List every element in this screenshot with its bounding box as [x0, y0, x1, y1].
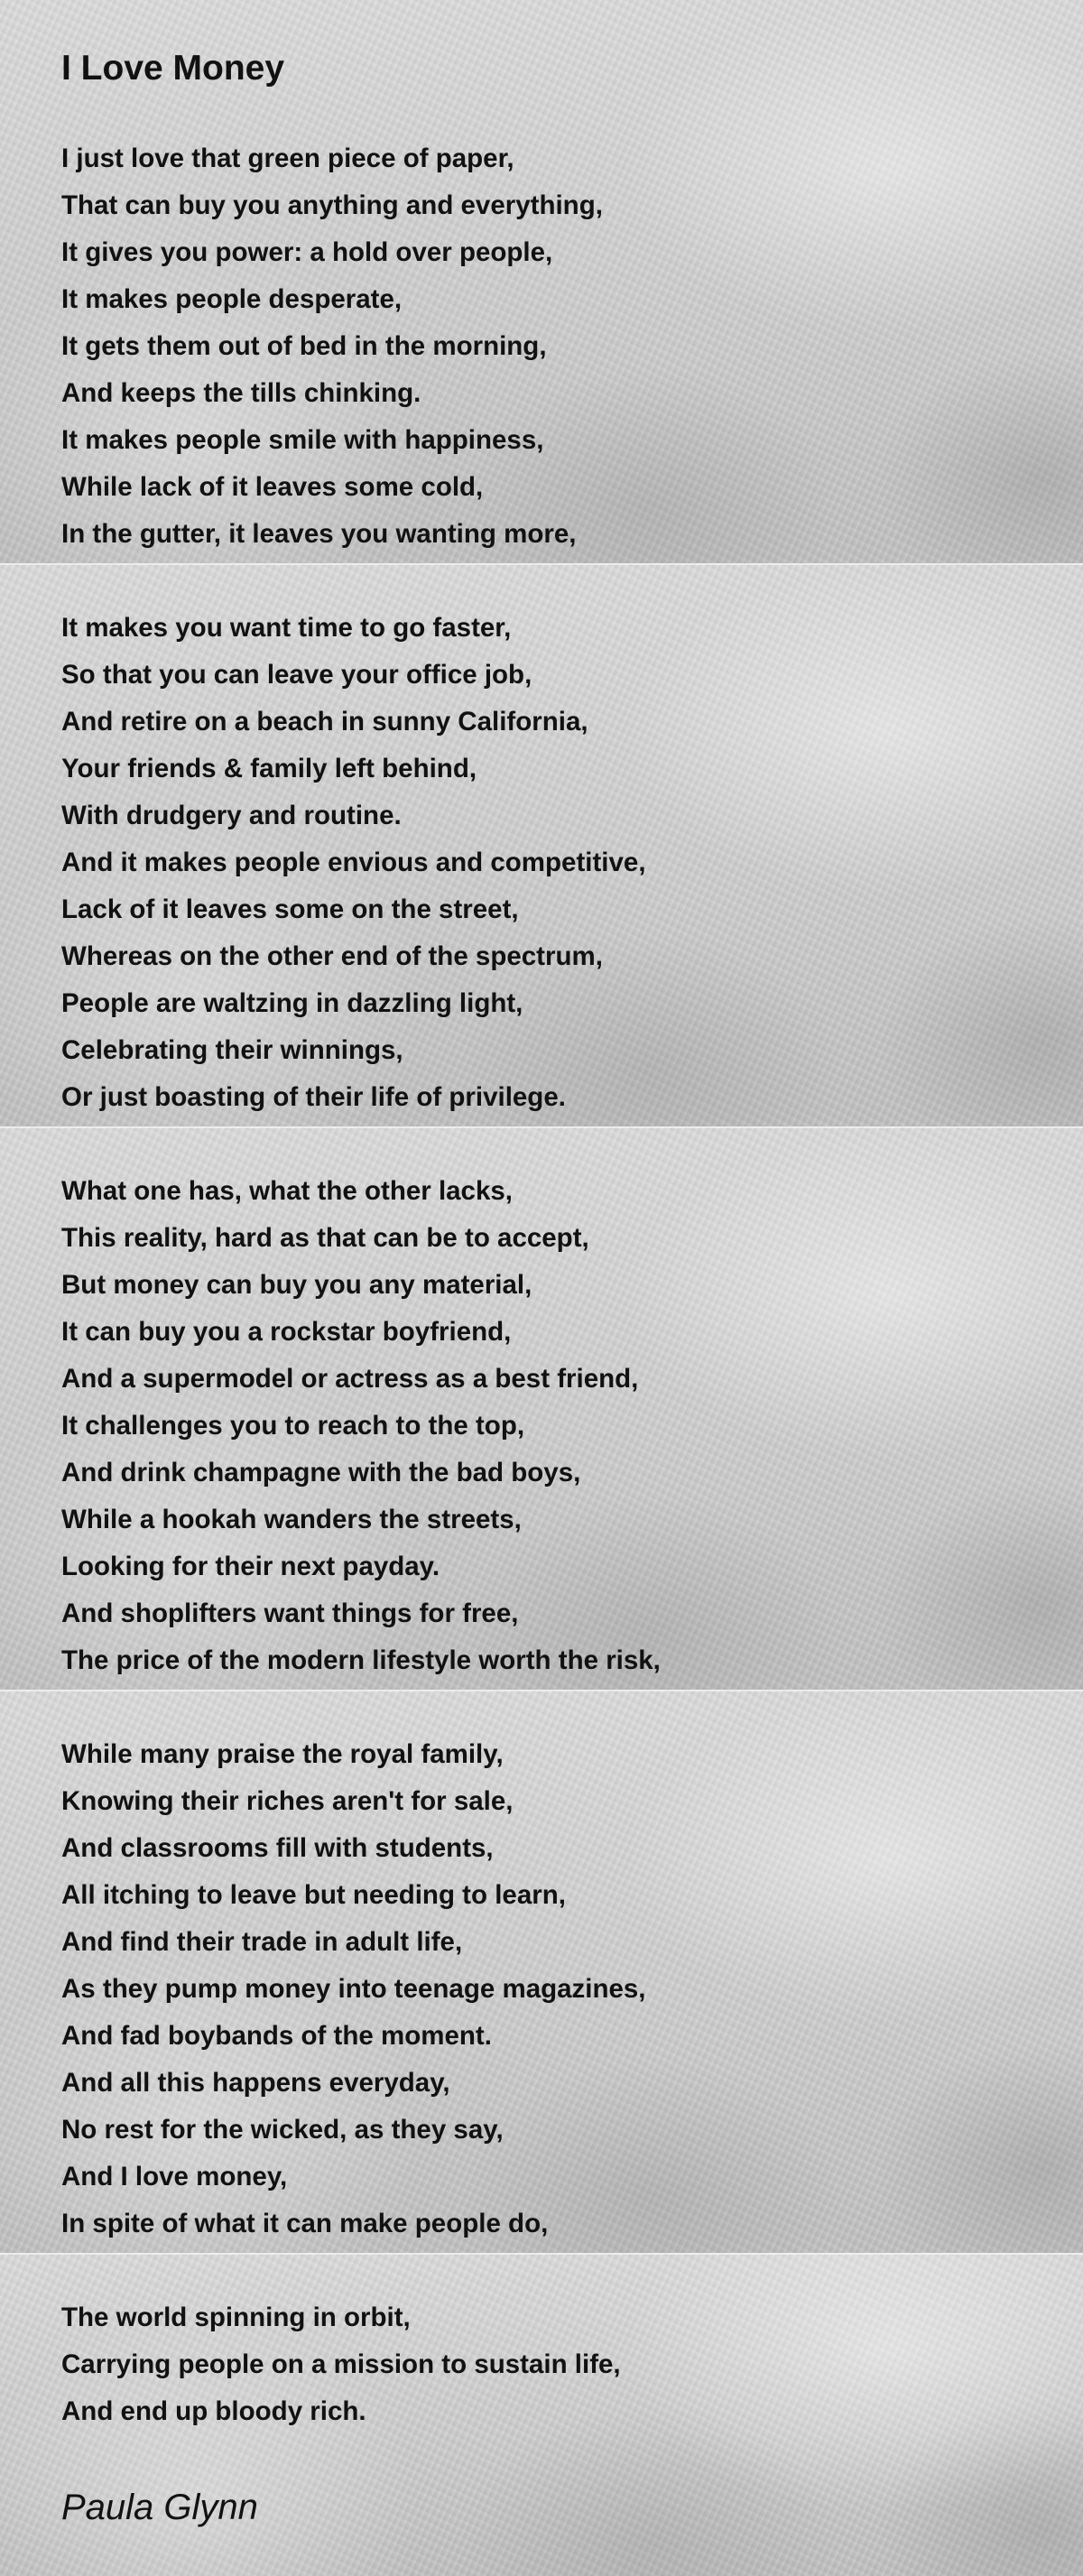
- poem-line: And fad boybands of the moment.: [61, 2021, 492, 2051]
- poem-line: And a supermodel or actress as a best friend,: [61, 1364, 639, 1394]
- poem-line: And keeps the tills chinking.: [61, 378, 421, 408]
- stanza-3: [61, 1168, 661, 1684]
- poem-line: What one has, what the other lacks,: [61, 1176, 513, 1206]
- poem-line: And retire on a beach in sunny California,: [61, 707, 588, 737]
- poem-line: And shoplifters want things for free,: [61, 1598, 519, 1628]
- poem-line: And I love money,: [61, 2162, 288, 2191]
- poem-line: And it makes people envious and competitive,: [61, 848, 646, 877]
- poem-line: It makes you want time to go faster,: [61, 613, 512, 643]
- tile-seam: [0, 563, 1083, 565]
- poem-line: And drink champagne with the bad boys,: [61, 1458, 581, 1487]
- poem-line: While lack of it leaves some cold,: [61, 472, 484, 502]
- poem-line: And all this happens everyday,: [61, 2068, 450, 2098]
- poem-line: Carrying people on a mission to sustain life,: [61, 2349, 621, 2379]
- poem-line: As they pump money into teenage magazines,: [61, 1974, 646, 2004]
- poem-line: It can buy you a rockstar boyfriend,: [61, 1317, 512, 1347]
- poem-line: Or just boasting of their life of privilege.: [61, 1082, 566, 1112]
- poem-line: Whereas on the other end of the spectrum,: [61, 941, 603, 971]
- poem-line: It makes people desperate,: [61, 284, 403, 314]
- poem-line: People are waltzing in dazzling light,: [61, 988, 523, 1018]
- poem-line: It makes people smile with happiness,: [61, 425, 544, 455]
- tile-seam: [0, 2253, 1083, 2255]
- poem-line: But money can buy you any material,: [61, 1270, 532, 1300]
- poem-line: While many praise the royal family,: [61, 1739, 504, 1769]
- poem-author: Paula Glynn: [61, 2488, 258, 2527]
- poem-line: And find their trade in adult life,: [61, 1927, 463, 1957]
- poem-line: No rest for the wicked, as they say,: [61, 2115, 504, 2145]
- poem-title: I Love Money: [61, 49, 285, 88]
- poem-line: In the gutter, it leaves you wanting more,: [61, 519, 577, 549]
- poem-line: In spite of what it can make people do,: [61, 2209, 549, 2238]
- poem-line: With drudgery and routine.: [61, 801, 402, 830]
- poem-line: This reality, hard as that can be to accept,: [61, 1223, 589, 1253]
- poem-line: I just love that green piece of paper,: [61, 144, 514, 173]
- poem-line: That can buy you anything and everything,: [61, 190, 603, 220]
- tile-seam: [0, 1126, 1083, 1128]
- stanza-4: [61, 1731, 646, 2247]
- poem-line: Lack of it leaves some on the street,: [61, 894, 519, 924]
- poem-line: And classrooms fill with students,: [61, 1833, 494, 1863]
- poem-line: It gets them out of bed in the morning,: [61, 331, 547, 361]
- poem-line: It gives you power: a hold over people,: [61, 237, 553, 267]
- stanza-2: [61, 605, 646, 1121]
- poem-line: It challenges you to reach to the top,: [61, 1411, 525, 1441]
- poem-line: The world spinning in orbit,: [61, 2303, 411, 2332]
- stanza-5: [61, 2294, 621, 2435]
- poem-line: So that you can leave your office job,: [61, 660, 532, 690]
- poem-line: Knowing their riches aren't for sale,: [61, 1786, 514, 1816]
- tile-seam: [0, 1690, 1083, 1691]
- poem-line: And end up bloody rich.: [61, 2396, 366, 2426]
- poem-line: While a hookah wanders the streets,: [61, 1505, 522, 1534]
- poem-line: Looking for their next payday.: [61, 1552, 440, 1581]
- stanza-1: [61, 135, 603, 558]
- poem-line: The price of the modern lifestyle worth the risk,: [61, 1645, 661, 1675]
- poem-line: Your friends & family left behind,: [61, 754, 477, 783]
- poem-line: Celebrating their winnings,: [61, 1035, 403, 1065]
- poem-line: All itching to leave but needing to learn,: [61, 1880, 566, 1910]
